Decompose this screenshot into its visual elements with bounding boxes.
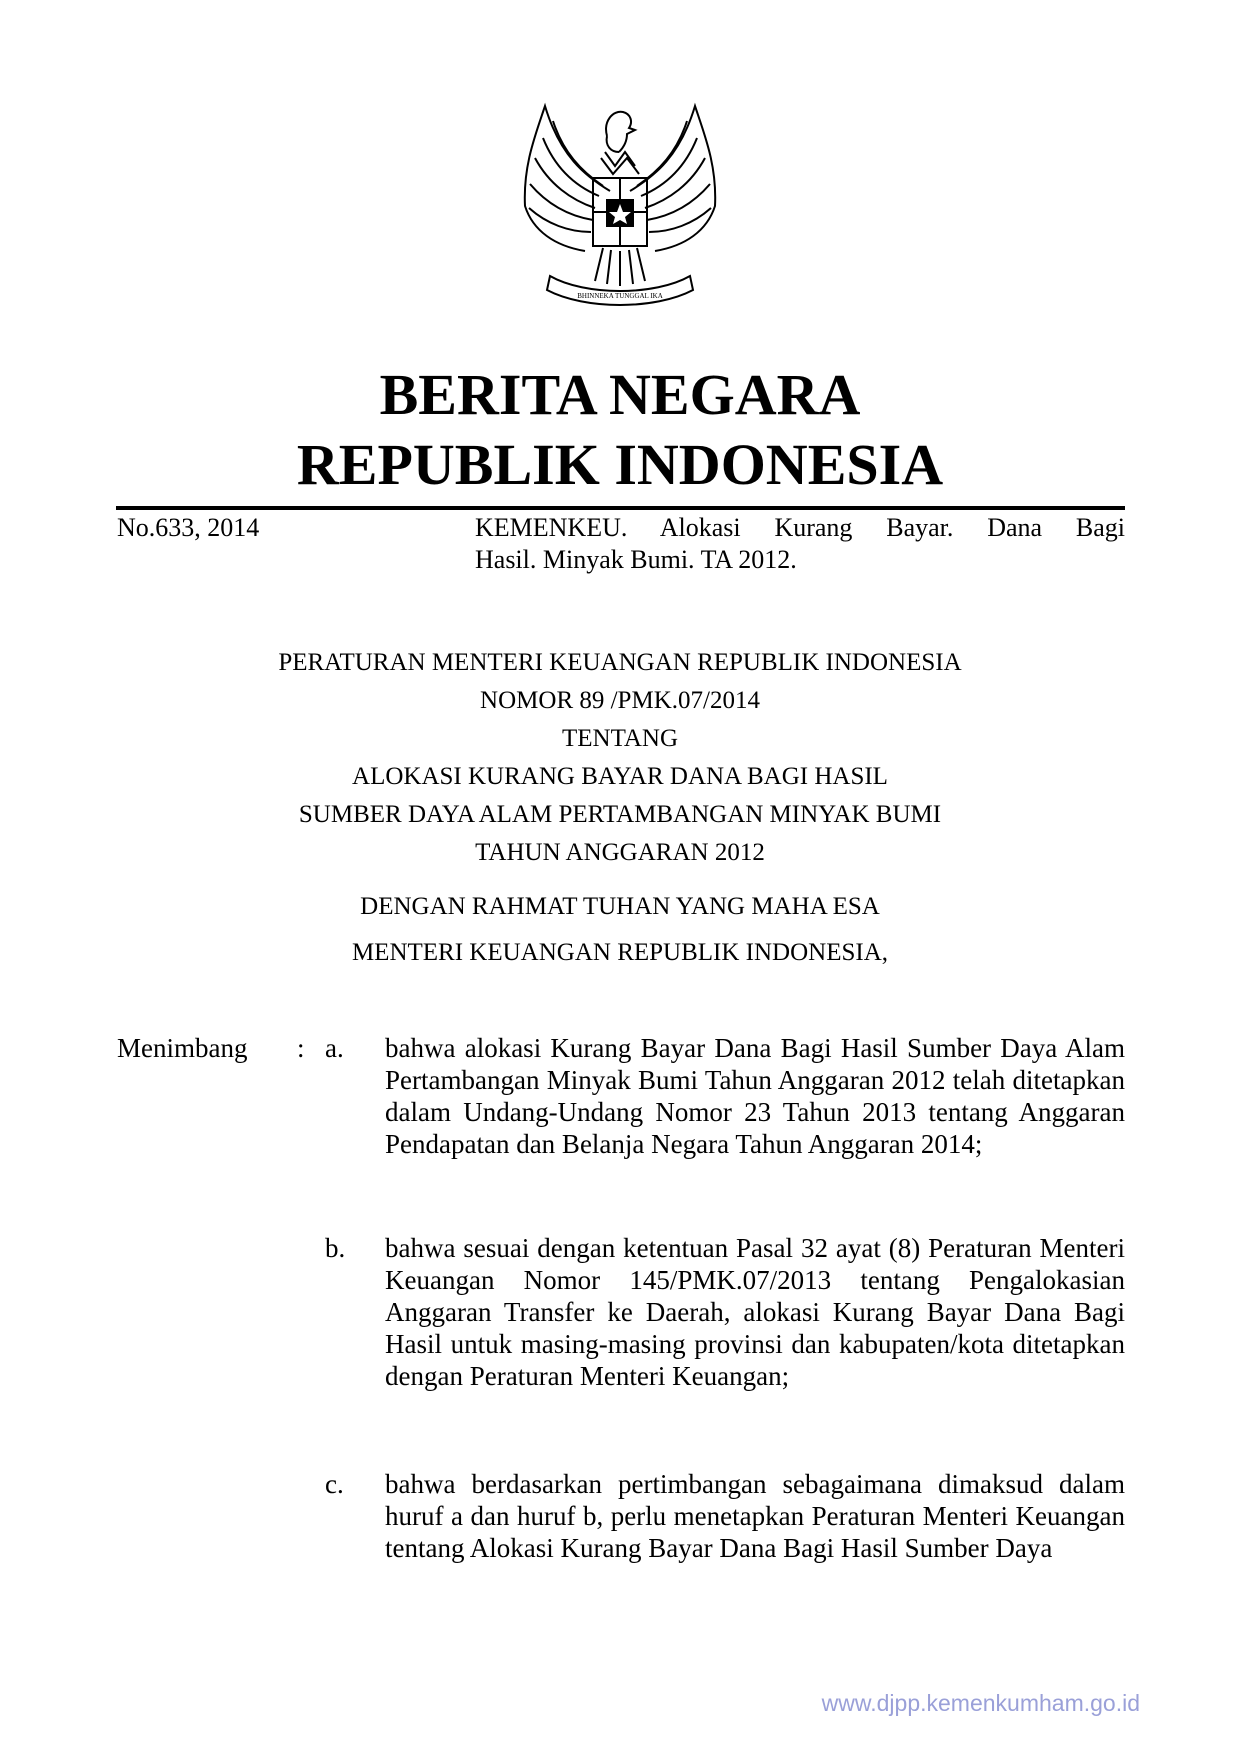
item-marker-c: c. xyxy=(325,1469,344,1499)
preamble-line2: MENTERI KEUANGAN REPUBLIK INDONESIA, xyxy=(351,939,889,966)
considerations-colon: : xyxy=(297,1033,305,1063)
regulation-subject-line3: TAHUN ANGGARAN 2012 xyxy=(475,839,765,866)
item-text-b: bahwa sesuai dengan ketentuan Pasal 32 ayat (8) Peraturan Menteri Keuangan Nomor 145/PMK.07/2013 tentang Pengalokasian Anggaran Transfer ke Daerah, alokasi Kurang Bayar Dana Bagi Hasil untuk masing-masing provinsi dan kabupaten/kota ditetapkan dengan Peraturan Menteri Keuangan; xyxy=(385,1233,1125,1391)
item-text-a: bahwa alokasi Kurang Bayar Dana Bagi Hasil Sumber Daya Alam Pertambangan Minyak Bumi Tahun Anggaran 2012 telah ditetapkan dalam Undang-Undang Nomor 23 Tahun 2013 tentang Anggaran Pendapatan dan Belanja Negara Tahun Anggaran 2014; xyxy=(385,1033,1125,1159)
regulation-about: TENTANG xyxy=(561,725,679,752)
gazette-title-line2: REPUBLIK INDONESIA xyxy=(296,432,944,497)
garuda-emblem-icon xyxy=(515,96,725,311)
title-divider xyxy=(116,506,1125,510)
emblem-motto: BHINNEKA TUNGGAL IKA xyxy=(577,292,663,300)
item-marker-a: a. xyxy=(325,1033,344,1063)
item-marker-b: b. xyxy=(325,1233,346,1263)
regulation-number: NOMOR 89 /PMK.07/2014 xyxy=(480,687,760,714)
gazette-title-line1: BERITA NEGARA xyxy=(379,362,861,427)
source-website-link[interactable]: www.djpp.kemenkumham.go.id xyxy=(821,1690,1140,1716)
gazette-number: No.633, 2014 xyxy=(117,513,260,542)
gazette-subject-line1: KEMENKEU. Alokasi Kurang Bayar. Dana Bagi xyxy=(475,513,1125,542)
regulation-title: PERATURAN MENTERI KEUANGAN REPUBLIK INDONESIA xyxy=(278,649,962,676)
regulation-subject-line2: SUMBER DAYA ALAM PERTAMBANGAN MINYAK BUMI xyxy=(298,801,942,828)
gazette-subject-line2: Hasil. Minyak Bumi. TA 2012. xyxy=(475,545,797,574)
item-text-c: bahwa berdasarkan pertimbangan sebagaimana dimaksud dalam huruf a dan huruf b, perlu menetapkan Peraturan Menteri Keuangan tentang Alokasi Kurang Bayar Dana Bagi Hasil Sumber Daya xyxy=(385,1469,1125,1563)
regulation-subject-line1: ALOKASI KURANG BAYAR DANA BAGI HASIL xyxy=(352,763,888,790)
considerations-label: Menimbang xyxy=(117,1033,248,1063)
preamble-line1: DENGAN RAHMAT TUHAN YANG MAHA ESA xyxy=(360,893,880,920)
